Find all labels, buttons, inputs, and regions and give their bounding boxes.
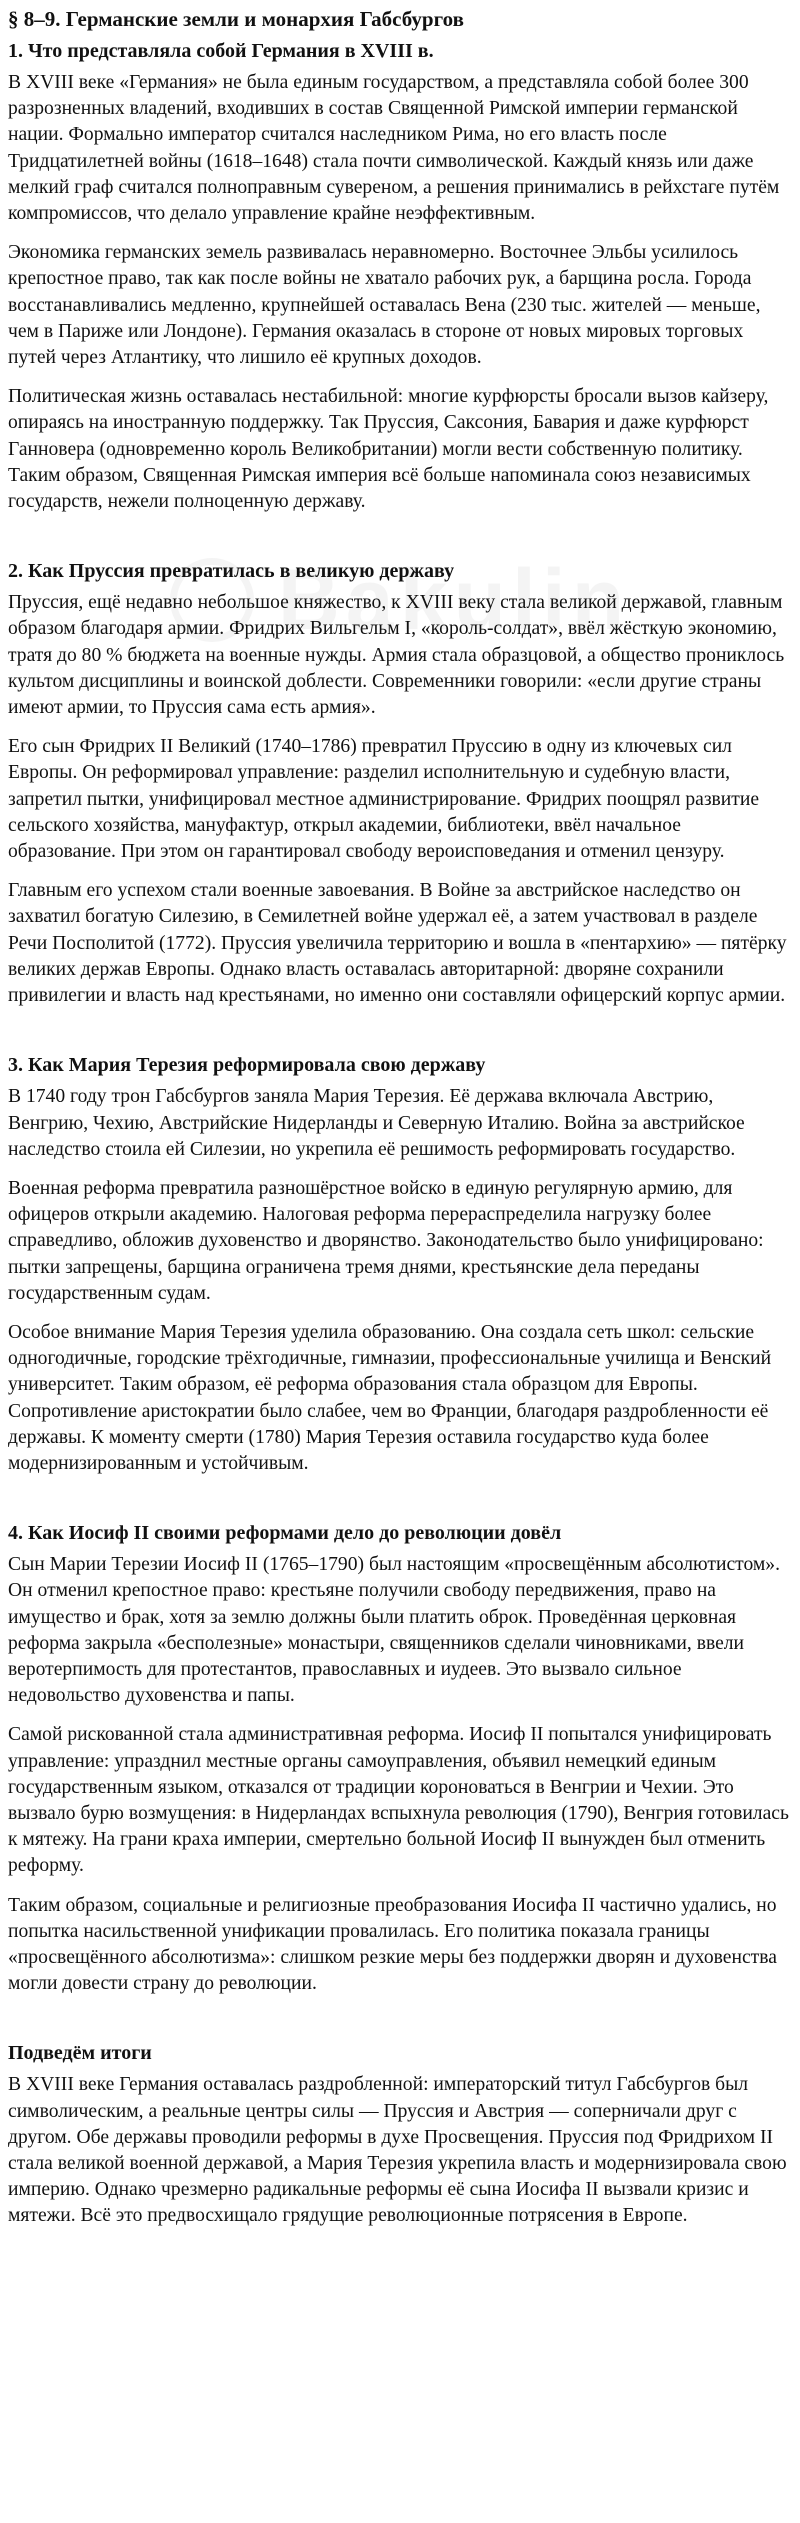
paragraph: Экономика германских земель развивалась неравномерно. Восточнее Эльбы усилилось крепостное право, так как после войны не хватало рабочих рук, а барщина росла. Города восстанавливались медленно, крупнейшей оставалась Вена (230 тыс. жителей — меньше, чем в Париже или Лондоне). Германия оказалась в стороне от новых мировых торговых путей через Атлантику, что лишило её крупных доходов. (8, 242, 761, 369)
paragraph: Политическая жизнь оставалась нестабильной: многие курфюрсты бросали вызов кайзеру, опираясь на иностранную поддержку. Так Пруссия, Саксония, Бавария и даже курфюрст Ганновера (одновременно король Великобритании) могли вести собственную политику. Таким образом, Священная Римская империя всё больше напоминала союз независимых государств, нежели полноценную державу. (8, 386, 769, 513)
paragraph: В XVIII веке Германия оставалась раздробленной: императорский титул Габсбургов был символическим, а реальные центры силы — Пруссия и Австрия — соперничали друг с другом. Обе державы проводили реформы в духе Просвещения. Пруссия под Фридрихом II стала великой военной державой, а Мария Терезия укрепила власть и модернизировала свою империю. Однако чрезмерно радикальные реформы её сына Иосифа II вызвали кризис и мятежи. Всё это предвосхищало грядущие революционные потрясения в Европе. (8, 2074, 787, 2227)
section-heading: 1. Что представляла собой Германия в XVIII в. (8, 40, 434, 62)
page-title: § 8–9. Германские земли и монархия Габсбургов (8, 7, 464, 31)
paragraph: Главным его успехом стали военные завоевания. В Войне за австрийское наследство он захватил богатую Силезию, в Семилетней войне удержал её, а затем участвовал в разделе Речи Посполитой (1772). Пруссия увеличила территорию и вошла в «пентархию» — пятёрку великих держав Европы. Однако власть оставалась авторитарной: дворяне сохранили привилегии и власть над крестьянами, но именно они составляли офицерский корпус армии. (8, 880, 787, 1007)
section-heading: Подведём итоги (8, 2042, 152, 2065)
paragraph: Сын Марии Терезии Иосиф II (1765–1790) был настоящим «просвещённым абсолютистом». Он отменил крепостное право: крестьяне получили свободу передвижения, право на имущество и брак, хотя за землю должны были платить оброк. Проведённая церковная реформа закрыла «бесполезные» монастыри, священников сделали чиновниками, ввели веротерпимость для протестантов, православных и иудеев. Это вызвало сильное недовольство духовенства и папы. (8, 1554, 780, 1707)
section-heading: 4. Как Иосиф II своими реформами дело до революции довёл (8, 1522, 562, 1545)
paragraph: Таким образом, социальные и религиозные преобразования Иосифа II частично удались, но попытка насильственной унификации провалилась. Его политика показала границы «просвещённого абсолютизма»: слишком резкие меры без поддержки дворян и духовенства могли довести страну до революции. (8, 1894, 777, 1995)
section-maria-theresa (8, 1052, 792, 1477)
paragraph: В XVIII веке «Германия» не была единым государством, а представляла собой более 300 разрозненных владений, входивших в состав Священной Римской империи германской нации. Формально император считался наследником Рима, но его власть после Тридцатилетней войны (1618–1648) стала почти символической. Каждый князь или даже мелкий граф считался полноправным сувереном, а решения принимались в рейхстаге путём компромиссов, что делало управление крайне неэффективным. (8, 72, 780, 225)
section-heading: 2. Как Пруссия превратилась в великую державу (8, 560, 455, 583)
section-summary (8, 2040, 792, 2229)
section-germany (8, 38, 792, 515)
section-prussia (8, 558, 792, 1009)
paragraph: Пруссия, ещё недавно небольшое княжество, к XVIII веку стала великой державой, главным образом благодаря армии. Фридрих Вильгельм I, «король-солдат», ввёл жёсткую экономию, тратя до 80 % бюджета на военные нужды. Армия стала образцовой, а общество прониклось культом дисциплины и воинской доблести. Современники говорили: «если другие страны имеют армии, то Пруссия сама есть армия». (8, 592, 785, 719)
paragraph: Особое внимание Мария Терезия уделила образованию. Она создала сеть школ: сельские одногодичные, городские трёхгодичные, гимназии, профессиональные училища и Венский университет. Таким образом, её реформа образования стала образцом для Европы. Сопротивление аристократии было слабее, чем во Франции, благодаря раздробленности её державы. К моменту смерти (1780) Мария Терезия оставила государство куда более модернизированным и устойчивым. (8, 1321, 772, 1474)
paragraph: Его сын Фридрих II Великий (1740–1786) превратил Пруссию в одну из ключевых сил Европы. Он реформировал управление: разделил исполнительную и судебную власти, запретил пытки, унифицировал местное администрирование. Фридрих поощрял развитие сельского хозяйства, мануфактур, открыл академии, библиотеки, ввёл начальное образование. При этом он гарантировал свободу вероисповедания и отменил цензуру. (8, 736, 760, 863)
paragraph: Военная реформа превратила разношёрстное войско в единую регулярную армию, для офицеров открыли академию. Налоговая реформа перераспределила нагрузку более справедливо, обложив духовенство и дворянство. Законодательство было унифицировано: пытки запрещены, барщина ограничена тремя днями, крестьянские дела переданы государственным судам. (8, 1177, 764, 1304)
section-joseph-ii (8, 1520, 792, 1997)
section-heading: 3. Как Мария Терезия реформировала свою державу (8, 1054, 486, 1077)
paragraph: Самой рискованной стала административная реформа. Иосиф II попытался унифицировать управление: упразднил местные органы самоуправления, объявил немецкий единым государственным языком, отказался от традиции короноваться в Венгрии и Чехии. Это вызвало бурю возмущения: в Нидерландах вспыхнула революция (1790), Венгрия готовилась к мятежу. На грани краха империи, смертельно больной Иосиф II вынужден был отменить реформу. (8, 1724, 789, 1877)
paragraph: В 1740 году трон Габсбургов заняла Мария Терезия. Её держава включала Австрию, Венгрию, Чехию, Австрийские Нидерланды и Северную Италию. Война за австрийское наследство стоила ей Силезии, но укрепила её решимость реформировать государство. (8, 1086, 745, 1160)
